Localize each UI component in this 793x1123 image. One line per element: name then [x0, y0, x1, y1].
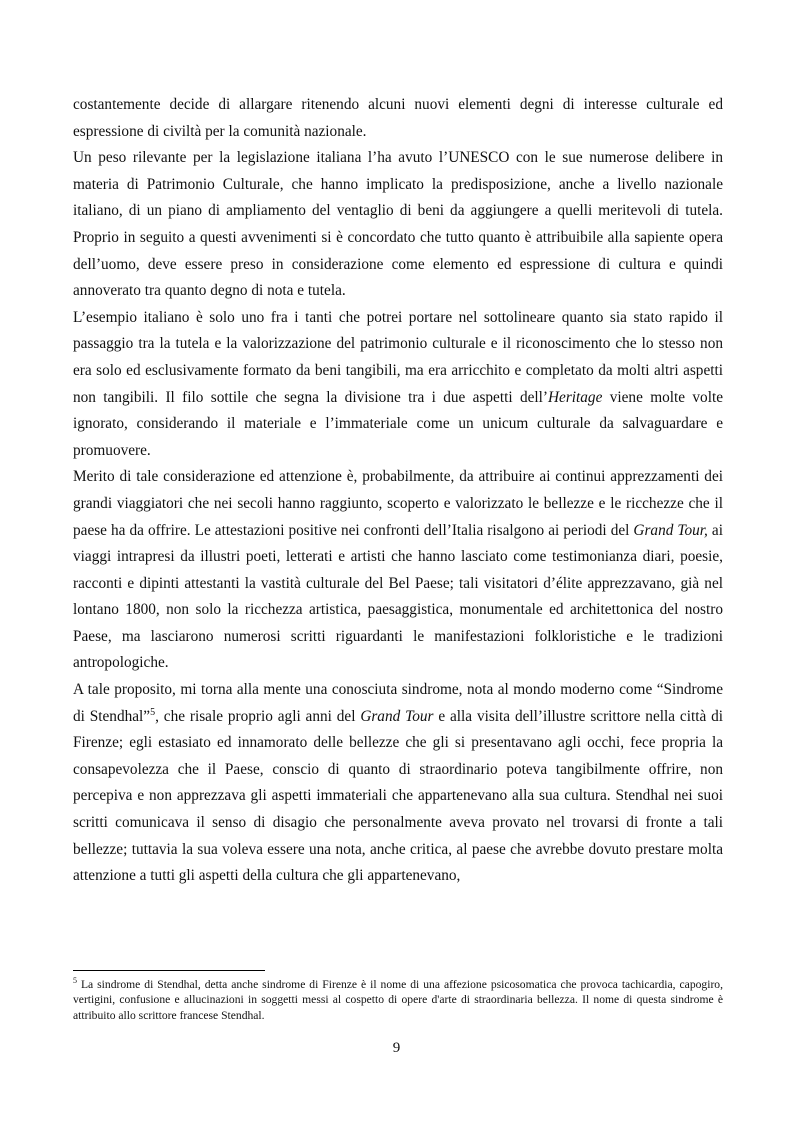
footnote-area [73, 970, 723, 1023]
footnote-rule [73, 970, 265, 971]
paragraph-5-text-b: , che risale proprio agli anni del [155, 707, 361, 725]
paragraph-1: costantemente decide di allargare ritenendo alcuni nuovi elementi degni di interesse culturale ed espressione di civiltà per la comunità nazionale. [73, 96, 723, 140]
page-number: 9 [392, 1040, 401, 1056]
paragraph-4-text-b: ai viaggi intrapresi da illustri poeti, letterati e artisti che hanno lasciato come testimonianza diari, poesie, racconti e dipinti attestanti la vastità culturale del Bel Paese; tali visitatori d’élite apprezzavano, già nel lontano 1800, non solo la ricchezza artistica, paesaggistica, monumentale ed architettonica del nostro Paese, ma lasciarono numerosi scritti riguardanti le manifestazioni folkloristiche e le tradizioni antropologiche. [73, 521, 723, 672]
footnote [73, 977, 723, 1023]
paragraph-3-text-b: viene molte volte ignorato, considerando il materiale e l’immateriale come un unicum culturale da salvaguardare e promuovere. [73, 388, 723, 459]
paragraph-3-italic: Heritage [547, 388, 603, 406]
paragraph-5-italic: Grand Tour [360, 707, 434, 725]
footnote-marker: 5 [73, 976, 77, 986]
paragraph-4 [73, 464, 723, 677]
footnote-reference: 5 [150, 706, 156, 718]
paragraph-5-text-c: e alla visita dell’illustre scrittore nella città di Firenze; egli estasiato ed innamorato delle bellezze che gli si presentavano agli occhi, fece propria la consapevolezza che il Paese, conscio di quanto di straordinario poteva tangibilmente offrire, non percepiva e non apprezzava gli aspetti immateriali che appartenevano alla sua cultura. Stendhal nei suoi scritti comunicava il senso di disagio che personalmente aveva provato nel trovarsi di fronte a tali bellezze; tuttavia la sua voleva essere una nota, anche critica, al paese che avrebbe dovuto prestare molta attenzione a tutti gli aspetti della cultura che gli appartenevano, [73, 707, 723, 885]
body-text [73, 92, 723, 890]
paragraph-3-text-a: L’esempio italiano è solo uno fra i tanti che potrei portare nel sottolineare quanto sia stato rapido il passaggio tra la tutela e la valorizzazione del patrimonio culturale e il riconoscimento che lo stesso non era solo ed esclusivamente formato da beni tangibili, ma era arricchito e completato da molti altri aspetti non tangibili. Il filo sottile che segna la divisione tra i due aspetti dell’ [73, 308, 723, 406]
paragraph-2: Un peso rilevante per la legislazione italiana l’ha avuto l’UNESCO con le sue numerose delibere in materia di Patrimonio Culturale, che hanno implicato la predisposizione, anche a livello nazionale italiano, di un piano di ampliamento del ventaglio di beni da aggiungere a quelli meritevoli di tutela. Proprio in seguito a questi avvenimenti si è concordato che tutto quanto è attribuibile alla sapiente opera dell’uomo, deve essere preso in considerazione come elemento ed espressione di cultura e quindi annoverato tra quanto degno di nota e tutela. [73, 149, 723, 300]
paragraph-5-text-a: A tale proposito, mi torna alla mente una conosciuta sindrome, nota al mondo moderno come “Sindrome di Stendhal” [73, 681, 723, 725]
paragraph-4-text-a: Merito di tale considerazione ed attenzione è, probabilmente, da attribuire ai continui apprezzamenti dei grandi viaggiatori che nei secoli hanno raggiunto, scoperto e valorizzato le bellezze e le ricchezze che il paese ha da offrire. Le attestazioni positive nei confronti dell’Italia risalgono ai periodi del [73, 468, 723, 539]
paragraph-3 [73, 305, 723, 465]
paragraph-4-italic: Grand Tour, [633, 521, 708, 539]
paragraph-5 [73, 677, 723, 890]
footnote-text: La sindrome di Stendhal, detta anche sindrome di Firenze è il nome di una affezione psicosomatica che provoca tachicardia, capogiro, vertigini, confusione e allucinazioni in soggetti messi al cospetto di opere d'arte di straordinaria bellezza. Il nome di questa sindrome è attribuito allo scrittore francese Stendhal. [73, 978, 723, 1022]
